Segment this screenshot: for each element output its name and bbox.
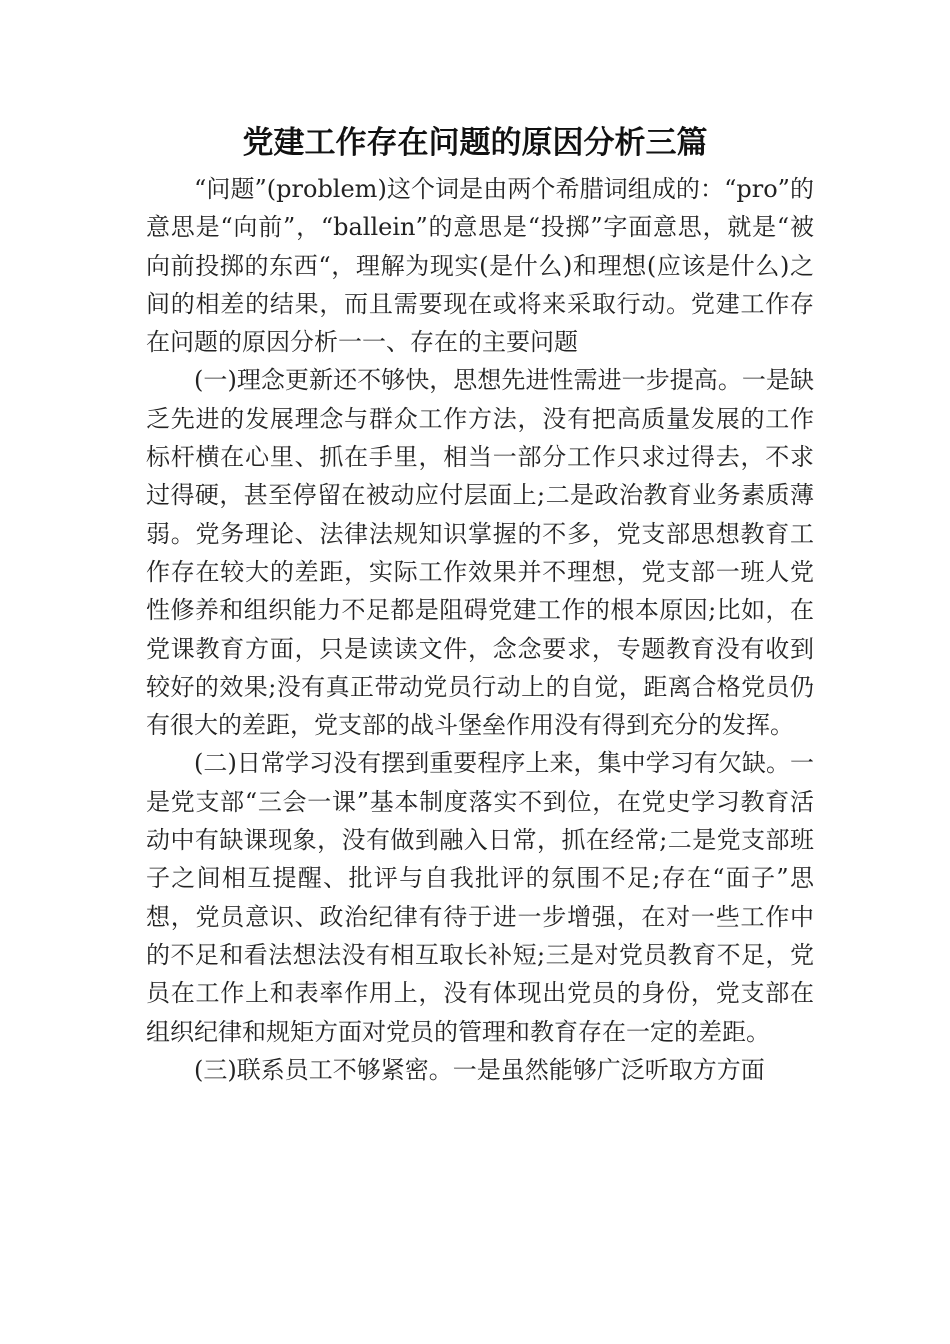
paragraph-section-3: (三)联系员工不够紧密。一是虽然能够广泛听取方方面: [194, 1055, 765, 1084]
paragraph-section-2: (二)日常学习没有摆到重要程序上来，集中学习有欠缺。一是党支部“三会一课”基本制度落实不到位，在党史学习教育活动中有缺课现象，没有做到融入日常，抓在经常;二是党支部班子之间相互提醒、批评与自我批评的氛围不足;存在“面子”思想，党员意识、政治纪律有待于进一步增强，在对一些工作中的不足和看法想法没有相互取长补短;三是对党员教育不足，党员在工作上和表率作用上，没有体现出党员的身份，党支部在组织纪律和规矩方面对党员的管理和教育存在一定的差距。: [146, 749, 814, 1046]
document-title: 党建工作存在问题的原因分析三篇: [242, 125, 708, 161]
document-body: [146, 170, 814, 1089]
paragraph-intro: “问题”(problem)这个词是由两个希腊词组成的：“pro”的意思是“向前”，“ballein”的意思是“投掷”字面意思，就是“被向前投掷的东西“，理解为现实(是什么)和理想(应该是什么)之间的相差的结果，而且需要现在或将来采取行动。党建工作存在问题的原因分析一一、存在的主要问题: [146, 175, 814, 357]
paragraph-section-1: (一)理念更新还不够快，思想先进性需进一步提高。一是缺乏先进的发展理念与群众工作方法，没有把高质量发展的工作标杆横在心里、抓在手里，相当一部分工作只求过得去，不求过得硬，甚至停留在被动应付层面上;二是政治教育业务素质薄弱。党务理论、法律法规知识掌握的不多，党支部思想教育工作存在较大的差距，实际工作效果并不理想，党支部一班人党性修养和组织能力不足都是阻碍党建工作的根本原因;比如，在党课教育方面，只是读读文件，念念要求，专题教育没有收到较好的效果;没有真正带动党员行动上的自觉，距离合格党员仍有很大的差距，党支部的战斗堡垒作用没有得到充分的发挥。: [146, 366, 814, 740]
